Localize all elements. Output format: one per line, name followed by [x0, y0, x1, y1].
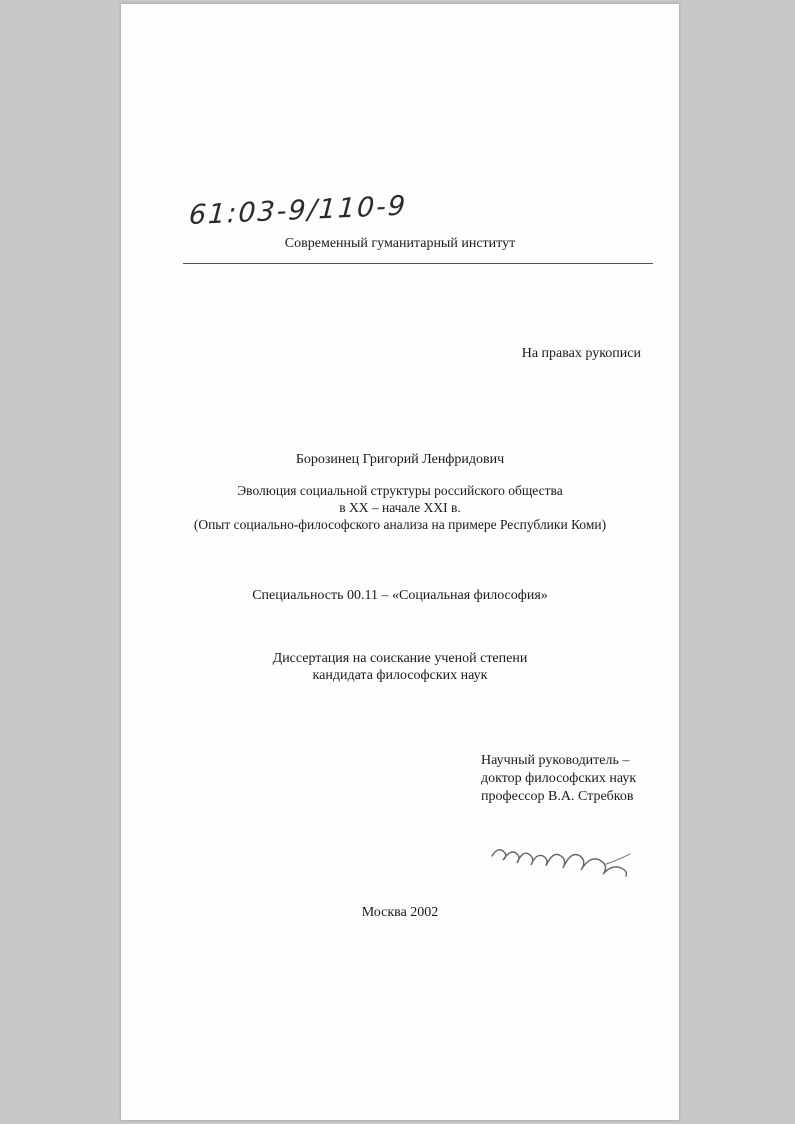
handwritten-catalog-number: 61:03-9/110-9: [188, 190, 409, 232]
dissertation-line-2: кандидата философских наук: [312, 668, 488, 683]
author-name: Борозинец Григорий Ленфридович: [295, 452, 505, 467]
dissertation-line-1: Диссертация на соискание ученой степени: [272, 651, 528, 666]
supervisor-line-1: Научный руководитель –: [481, 753, 630, 768]
manuscript-rights-note: На правах рукописи: [521, 346, 641, 361]
title-line-3: (Опыт социально-философского анализа на примере Республики Коми): [193, 517, 607, 532]
supervisor-line-2: доктор философских наук: [481, 771, 637, 786]
institute-name: Современный гуманитарный институт: [284, 236, 516, 251]
specialty-line: Специальность 00.11 – «Социальная философия»: [252, 588, 548, 603]
dissertation-title: [121, 482, 679, 533]
title-line-1: Эволюция социальной структуры российского общества: [237, 483, 563, 498]
dissertation-statement: [121, 650, 679, 684]
supervisor-signature: [486, 826, 646, 878]
header-divider: [183, 263, 653, 264]
supervisor-line-3: профессор В.А. Стребков: [481, 789, 634, 804]
document-page: [121, 4, 679, 1120]
supervisor-block: [481, 752, 636, 806]
title-line-2: в XX – начале XXI в.: [339, 500, 461, 515]
city-and-year: Москва 2002: [361, 905, 439, 920]
